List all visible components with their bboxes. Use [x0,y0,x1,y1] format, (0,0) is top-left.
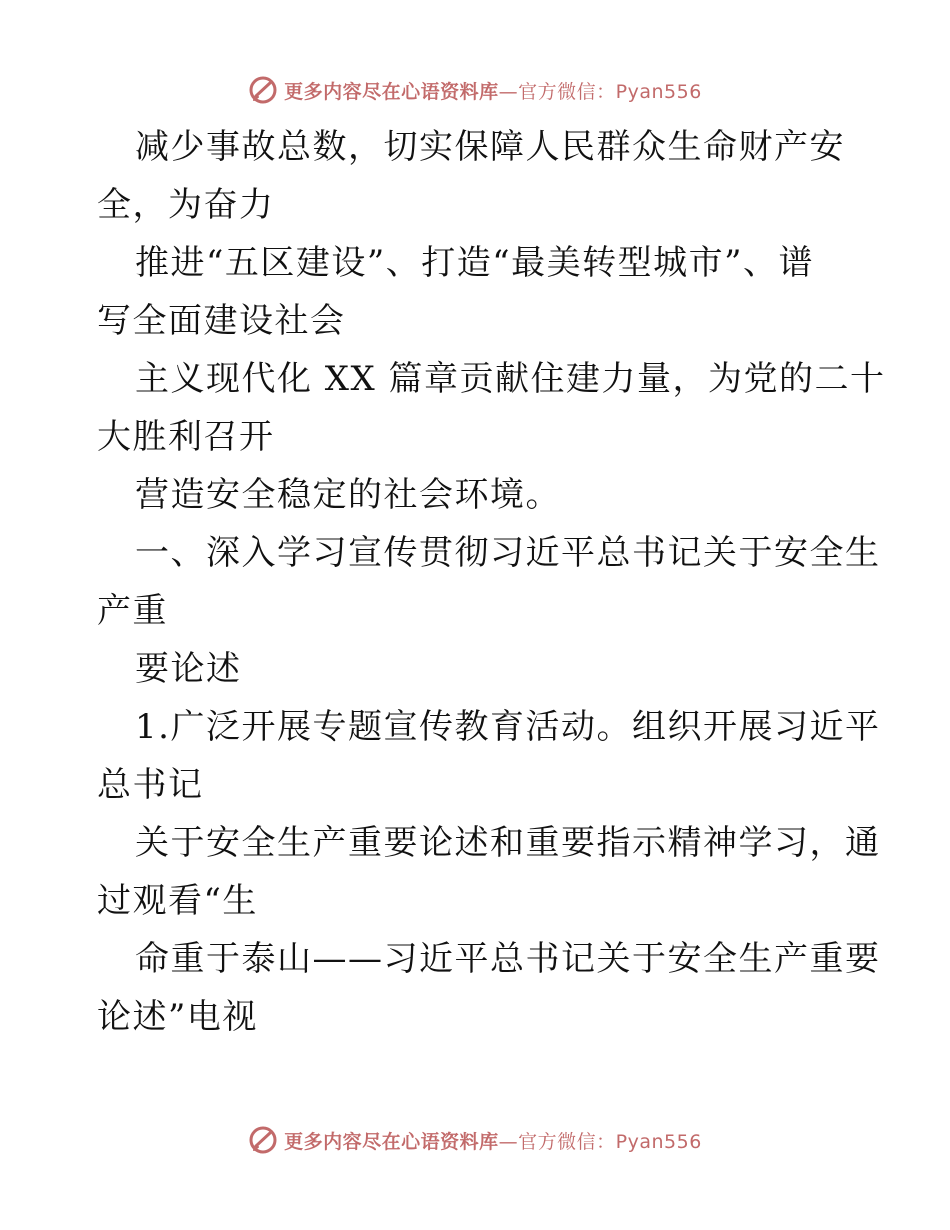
paragraph-line: 写全面建设社会 [97,301,346,341]
paragraph-line: 1.广泛开展专题宣传教育活动。组织开展习近平 [135,707,881,747]
watermark-footer [0,1120,950,1160]
section-heading-line: 要论述 [135,649,242,689]
paragraph-line: 命重于泰山——习近平总书记关于安全生产重要 [135,939,881,979]
watermark-text: 更多内容尽在心语资料库—官方微信：Pyan556 [284,80,702,103]
section-heading-line: 产重 [97,591,168,631]
document-body [97,118,886,1046]
section-heading-line: 一、深入学习宣传贯彻习近平总书记关于安全生 [135,533,881,573]
logo-icon [248,1125,278,1155]
paragraph-line: 营造安全稳定的社会环境。 [135,475,561,515]
paragraph-line: 主义现代化 XX 篇章贡献住建力量，为党的二十 [135,359,886,399]
paragraph-line: 全，为奋力 [97,185,275,225]
paragraph-line: 减少事故总数，切实保障人民群众生命财产安 [135,127,845,167]
paragraph-line: 关于安全生产重要论述和重要指示精神学习，通 [135,823,881,863]
paragraph-line: 推进“五区建设”、打造“最美转型城市”、谱 [135,243,815,283]
watermark-header [0,70,950,110]
logo-icon [248,75,278,105]
paragraph-line: 大胜利召开 [97,417,275,457]
watermark-text: 更多内容尽在心语资料库—官方微信：Pyan556 [284,1130,702,1153]
paragraph-line: 论述”电视 [97,997,258,1037]
paragraph-line: 总书记 [97,765,204,805]
paragraph-line: 过观看“生 [97,881,258,921]
